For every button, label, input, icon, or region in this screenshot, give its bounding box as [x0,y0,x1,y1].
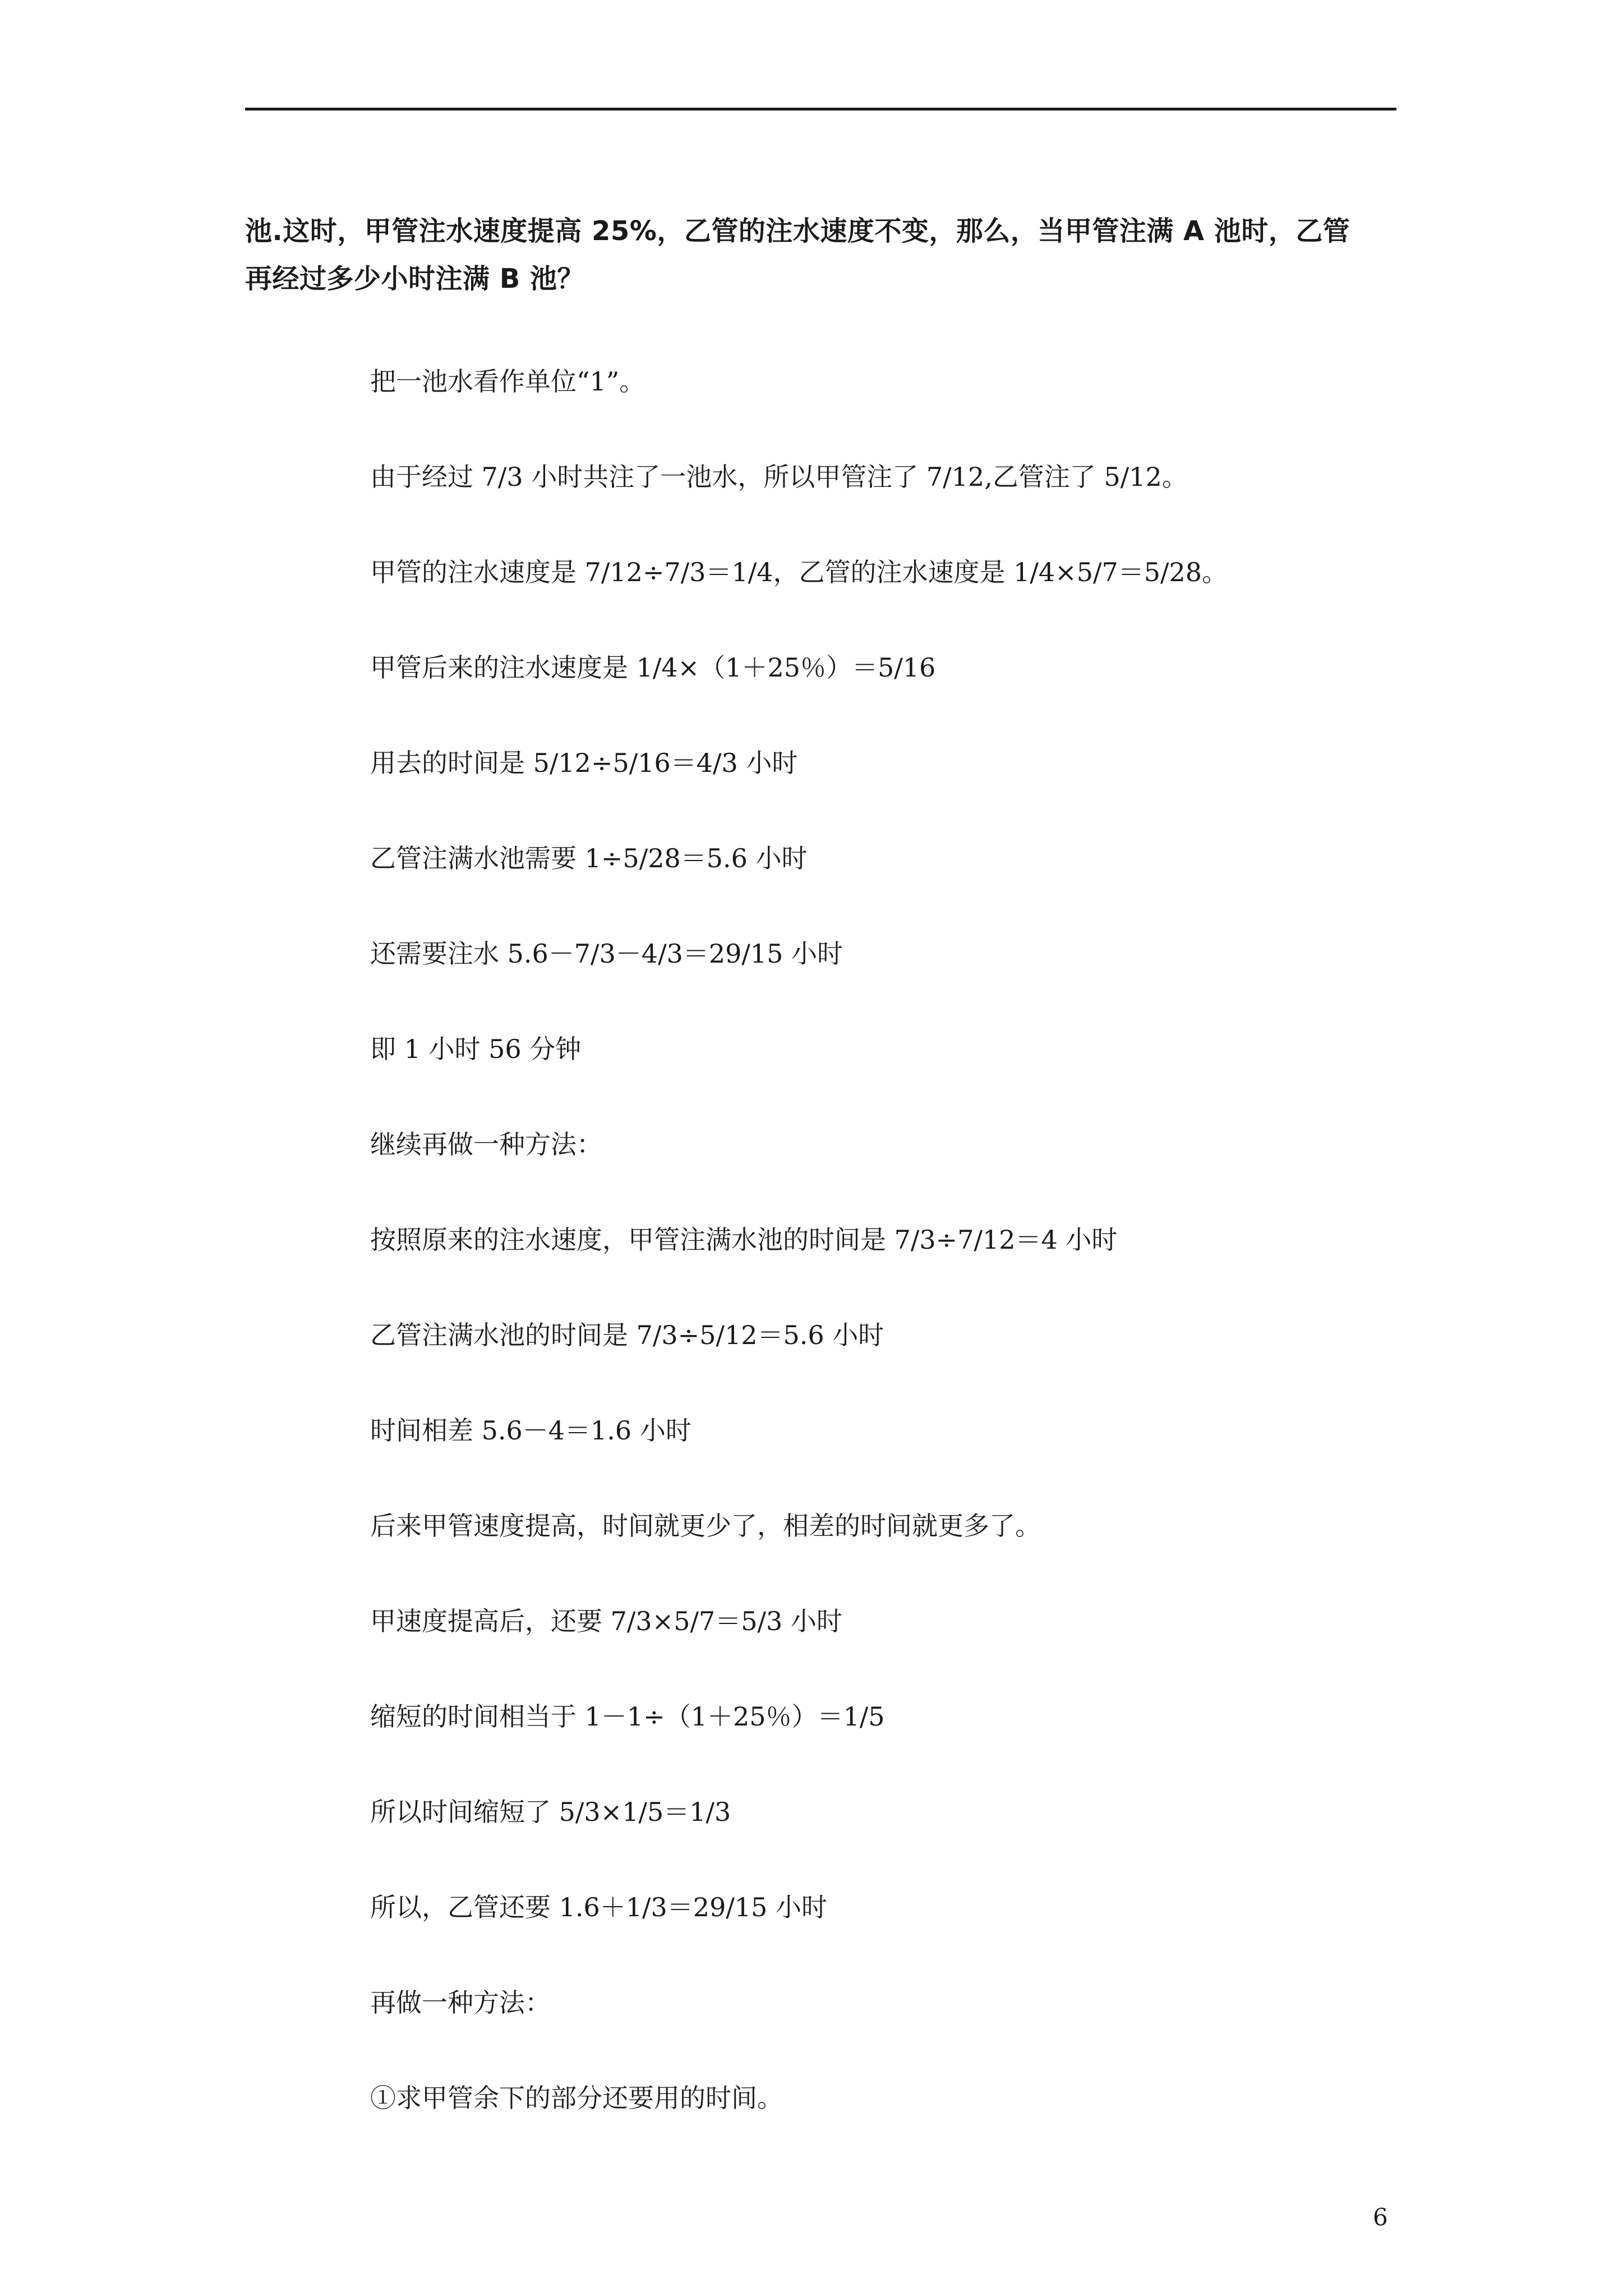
question-text [245,208,1400,303]
solution-line: 所以，乙管还要 1.6＋1/3＝29/15 小时 [370,1892,827,1922]
solution-line: ①求甲管余下的部分还要用的时间。 [370,2083,783,2113]
solution-line: 缩短的时间相当于 1－1÷（1＋25％）＝1/5 [370,1701,885,1732]
page-number: 6 [1373,2203,1388,2231]
question-line: 再经过多少小时注满 B 池？ [245,263,585,295]
solution-line: 甲管后来的注水速度是 1/4×（1＋25％）＝5/16 [370,652,936,683]
solution-line: 乙管注满水池需要 1÷5/28＝5.6 小时 [370,843,808,873]
solution-line: 还需要注水 5.6－7/3－4/3＝29/15 小时 [370,938,843,969]
solution-line: 即 1 小时 56 分钟 [370,1034,582,1064]
solution-line: 甲管的注水速度是 7/12÷7/3＝1/4，乙管的注水速度是 1/4×5/7＝5/28。 [370,557,1228,587]
solution-line: 由于经过 7/3 小时共注了一池水，所以甲管注了 7/12,乙管注了 5/12。 [370,462,1188,492]
question-line: 池.这时，甲管注水速度提高 25%，乙管的注水速度不变，那么，当甲管注满 A 池时，乙管 [245,215,1350,247]
solution-line: 所以时间缩短了 5/3×1/5＝1/3 [370,1797,731,1827]
solution-line: 把一池水看作单位“1”。 [370,366,645,397]
solution-line: 再做一种方法： [370,1987,551,2018]
solution-line: 乙管注满水池的时间是 7/3÷5/12＝5.6 小时 [370,1320,884,1350]
header-rule [245,108,1396,111]
solution-line: 继续再做一种方法： [370,1129,602,1159]
solution-line: 按照原来的注水速度，甲管注满水池的时间是 7/3÷7/12＝4 小时 [370,1225,1118,1255]
solution-line: 用去的时间是 5/12÷5/16＝4/3 小时 [370,748,798,778]
solution-line: 甲速度提高后，还要 7/3×5/7＝5/3 小时 [370,1606,842,1636]
solution-line: 时间相差 5.6－4＝1.6 小时 [370,1415,691,1446]
solution-line: 后来甲管速度提高，时间就更少了，相差的时间就更多了。 [370,1511,1041,1541]
